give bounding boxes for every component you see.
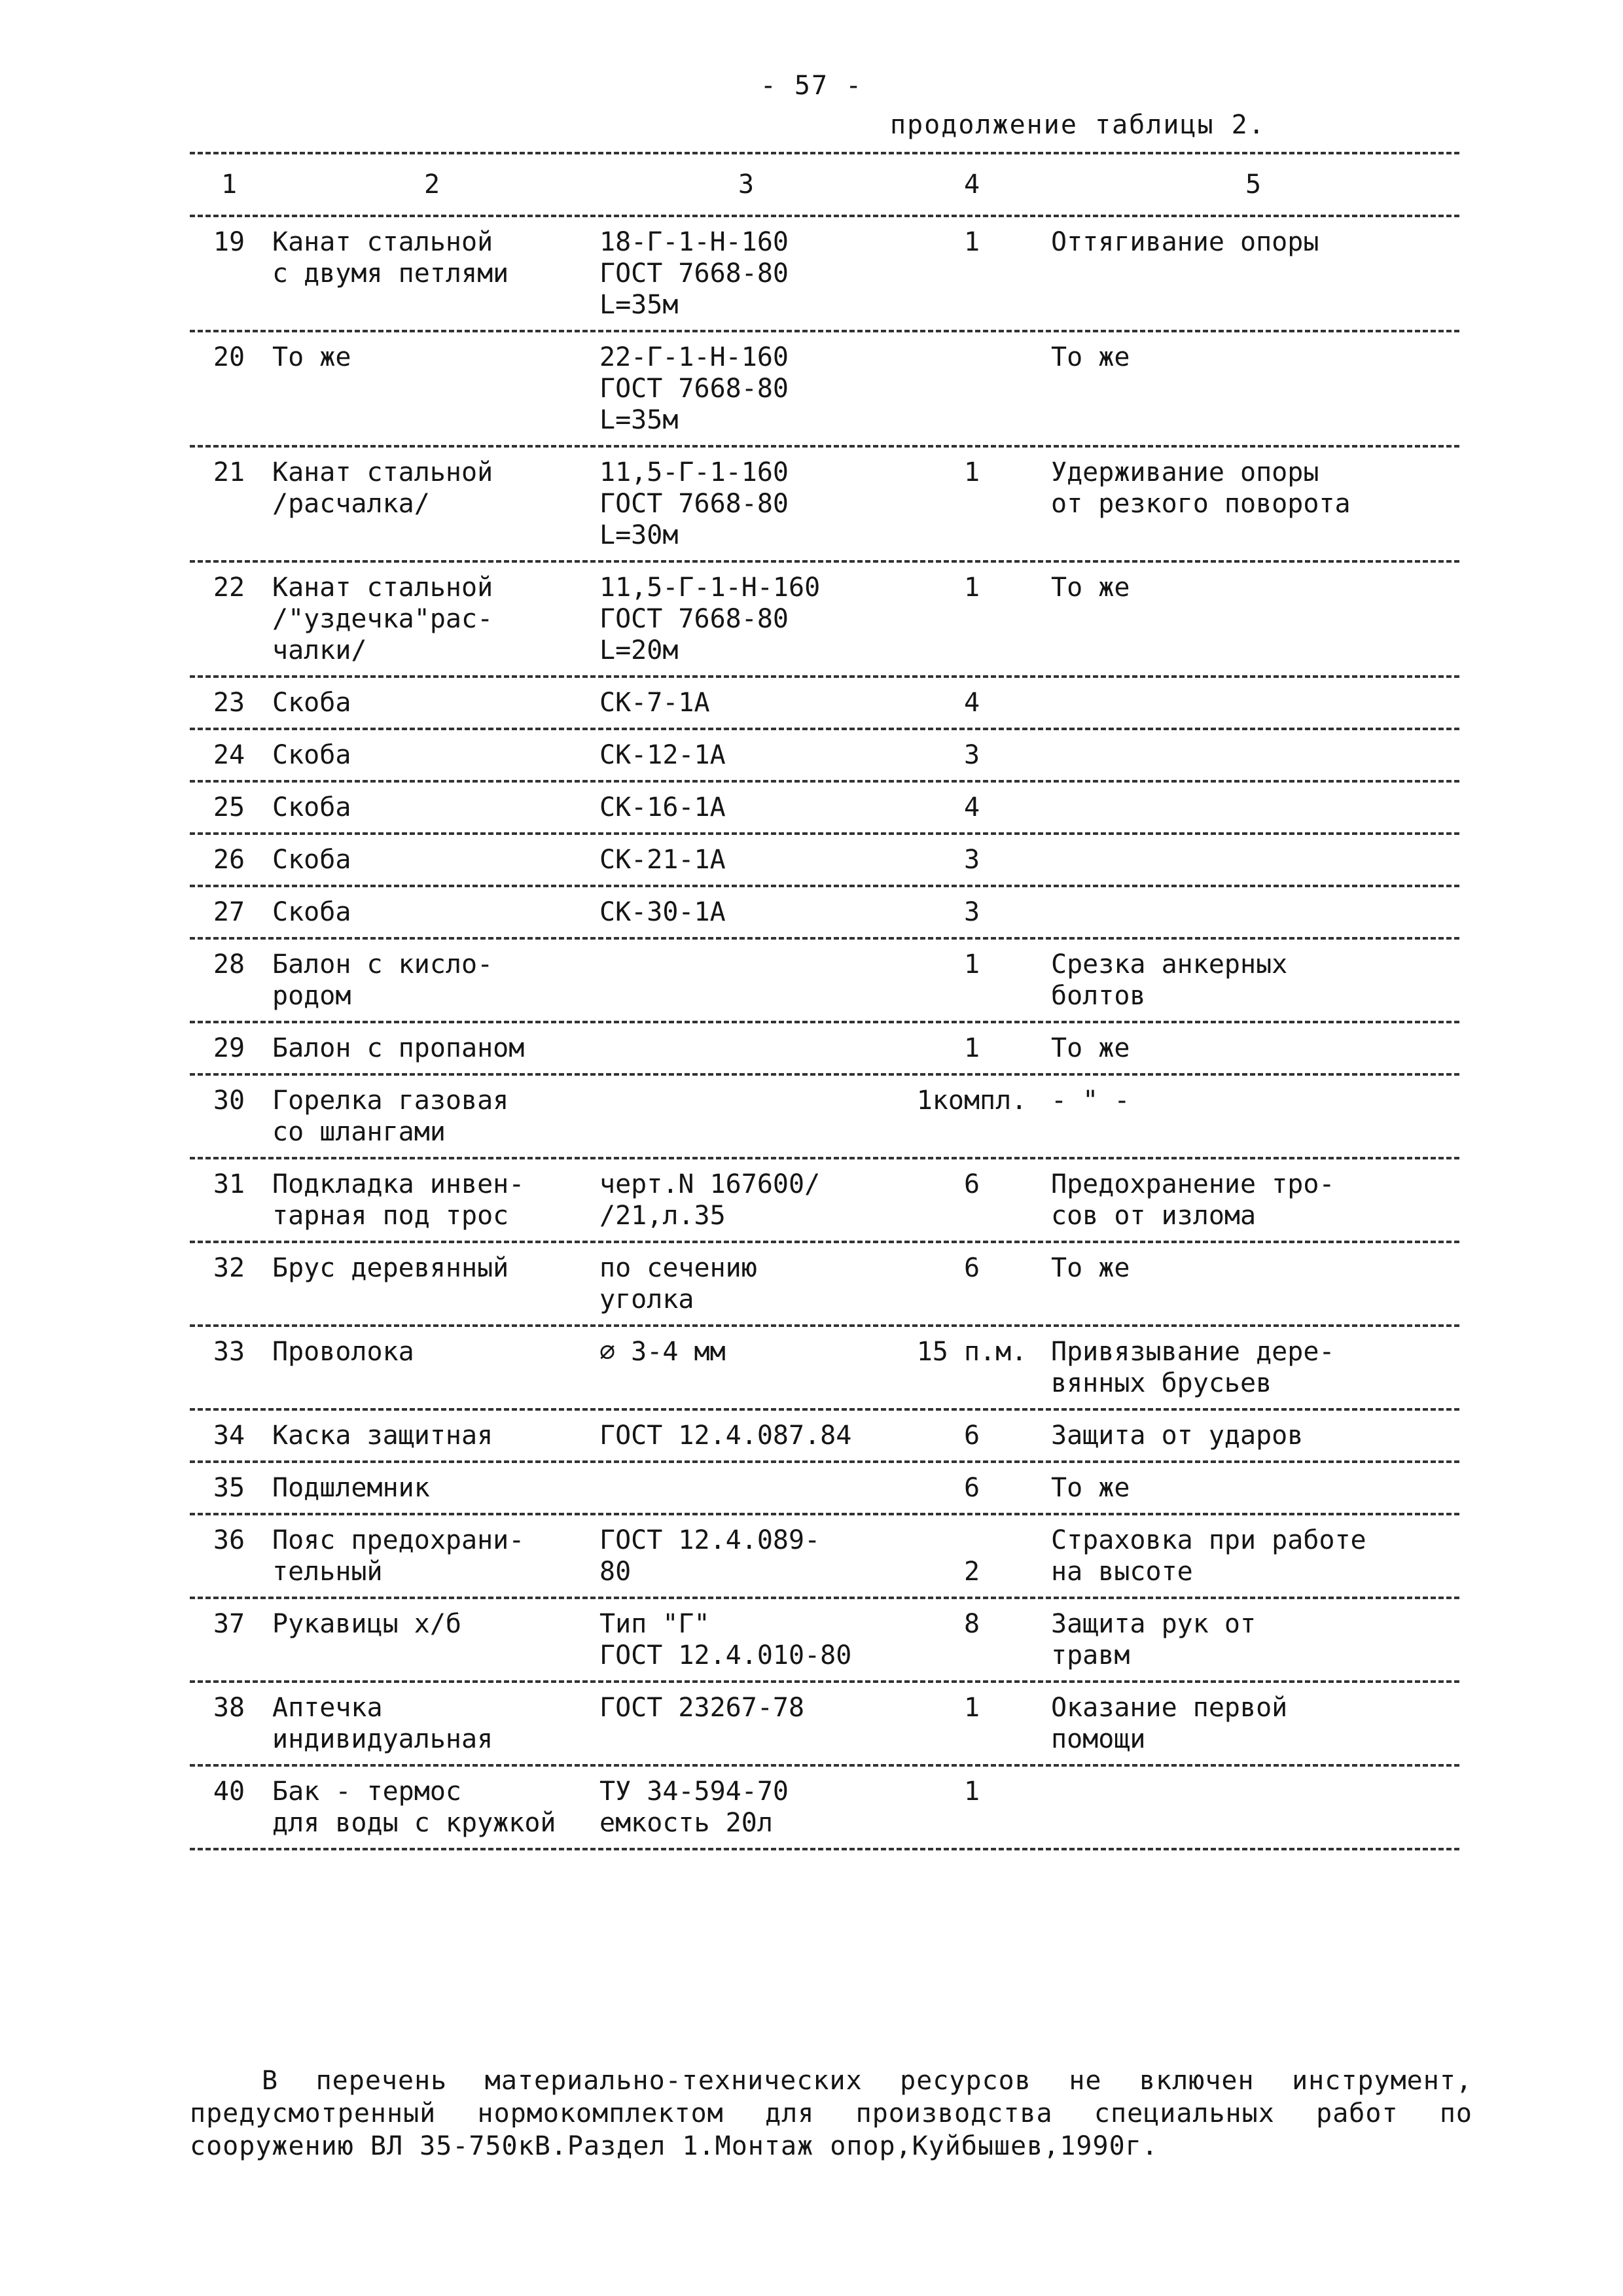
item-quantity: 3 (963, 845, 980, 875)
table-divider (190, 937, 1459, 940)
table-row (190, 1525, 1459, 1587)
table-divider (190, 1408, 1459, 1411)
item-spec: ГОСТ 23267-78 (599, 1693, 805, 1723)
table-row (190, 1169, 1459, 1231)
row-number: 25 (213, 792, 245, 822)
table-divider (190, 215, 1459, 217)
item-purpose: Страховка при работе на высоте (1051, 1525, 1366, 1587)
table-divider (190, 330, 1459, 332)
table-divider (190, 728, 1459, 730)
item-quantity: 1 (963, 457, 980, 487)
table-row (190, 1336, 1459, 1399)
row-number: 30 (213, 1086, 245, 1116)
item-quantity: 2 (963, 1557, 980, 1587)
footnote: В перечень материально-технических ресурсов не включен инструмент, предусмотренный нормокомплектом для производства специальных работ по сооружению ВЛ 35-750кВ.Раздел 1.Монтаж опор,Куйбышев,1990г. (190, 2066, 1472, 2161)
item-quantity: 1 (963, 1776, 980, 1807)
table-row (190, 896, 1459, 928)
item-name: Подшлемник (272, 1473, 430, 1503)
table-divider (190, 885, 1459, 887)
item-quantity: 8 (963, 1609, 980, 1639)
header-col-1: 1 (221, 169, 238, 200)
item-name: Скоба (272, 897, 351, 927)
item-spec: СК-12-1А (599, 740, 726, 770)
item-quantity: 3 (963, 897, 980, 927)
item-purpose: То же (1051, 1033, 1130, 1063)
header-col-3: 3 (738, 169, 755, 200)
item-purpose: Оказание первой помощи (1051, 1693, 1288, 1754)
item-quantity: 1 (963, 227, 980, 257)
table-row (190, 844, 1459, 875)
item-spec: ГОСТ 12.4.087.84 (599, 1421, 852, 1451)
item-spec: СК-30-1А (599, 897, 726, 927)
item-quantity: 1 (963, 1033, 980, 1063)
table-continuation-note: продолжение таблицы 2. (890, 110, 1266, 140)
item-name: Скоба (272, 688, 351, 718)
item-purpose: Удерживание опоры от резкого поворота (1051, 457, 1351, 519)
item-name: Скоба (272, 740, 351, 770)
item-name: Балон с кисло- родом (272, 949, 493, 1011)
item-spec: ТУ 34-594-70 емкость 20л (599, 1776, 789, 1838)
table-divider (190, 152, 1459, 154)
item-quantity: 3 (963, 740, 980, 770)
table-row (190, 1252, 1459, 1315)
row-number: 22 (213, 573, 245, 603)
materials-table (190, 143, 1459, 1860)
item-quantity: 6 (963, 1421, 980, 1451)
table-divider (190, 1157, 1459, 1159)
item-name: Проволока (272, 1337, 414, 1367)
item-name: Подкладка инвен- тарная под трос (272, 1169, 525, 1231)
item-quantity: 1 (963, 573, 980, 603)
item-quantity: 6 (963, 1253, 980, 1283)
table-divider (190, 1513, 1459, 1515)
item-purpose: Предохранение тро- сов от излома (1051, 1169, 1335, 1231)
item-spec: 11,5-Г-1-160 ГОСТ 7668-80 L=30м (599, 457, 789, 550)
row-number: 35 (213, 1473, 245, 1503)
table-row (190, 226, 1459, 321)
item-purpose: Срезка анкерных болтов (1051, 949, 1288, 1011)
item-purpose: То же (1051, 573, 1130, 603)
row-number: 19 (213, 227, 245, 257)
row-number: 27 (213, 897, 245, 927)
table-row (190, 949, 1459, 1012)
row-number: 23 (213, 688, 245, 718)
item-spec: ГОСТ 12.4.089- 80 (599, 1525, 821, 1587)
table-divider (190, 1324, 1459, 1327)
item-name: Скоба (272, 845, 351, 875)
item-quantity: 15 п.м. (916, 1337, 1027, 1367)
item-name: Бак - термос для воды с кружкой (272, 1776, 556, 1838)
row-number: 26 (213, 845, 245, 875)
item-spec: СК-7-1А (599, 688, 710, 718)
item-quantity: 1 (963, 1693, 980, 1723)
item-spec: 22-Г-1-Н-160 ГОСТ 7668-80 L=35м (599, 342, 789, 435)
row-number: 38 (213, 1693, 245, 1723)
table-divider (190, 832, 1459, 835)
item-spec: 18-Г-1-Н-160 ГОСТ 7668-80 L=35м (599, 227, 789, 320)
table-divider (190, 780, 1459, 783)
table-row (190, 1692, 1459, 1755)
item-spec: черт.N 167600/ /21,л.35 (599, 1169, 821, 1231)
table-divider (190, 1764, 1459, 1767)
row-number: 40 (213, 1776, 245, 1807)
item-purpose: Привязывание дере- вянных брусьев (1051, 1337, 1335, 1398)
row-number: 20 (213, 342, 245, 372)
row-number: 36 (213, 1525, 245, 1555)
row-number: 37 (213, 1609, 245, 1639)
row-number: 32 (213, 1253, 245, 1283)
table-divider (190, 675, 1459, 678)
header-col-5: 5 (1245, 169, 1262, 200)
row-number: 34 (213, 1421, 245, 1451)
item-quantity: 1компл. (916, 1086, 1027, 1116)
item-name: Канат стальной /расчалка/ (272, 457, 493, 519)
row-number: 21 (213, 457, 245, 487)
item-name: Канат стальной с двумя петлями (272, 227, 509, 289)
item-purpose: То же (1051, 1253, 1130, 1283)
item-spec: ⌀ 3-4 мм (599, 1337, 726, 1367)
item-name: Каска защитная (272, 1421, 493, 1451)
item-name: Скоба (272, 792, 351, 822)
table-row (190, 1085, 1459, 1148)
item-name: Балон с пропаном (272, 1033, 525, 1063)
item-quantity: 6 (963, 1169, 980, 1199)
item-quantity: 1 (963, 949, 980, 980)
table-divider (190, 1680, 1459, 1683)
row-number: 28 (213, 949, 245, 980)
table-divider (190, 1848, 1459, 1850)
item-purpose: - " - (1051, 1086, 1130, 1116)
table-row (190, 739, 1459, 771)
table-divider (190, 1241, 1459, 1243)
table-row (190, 687, 1459, 718)
table-body (190, 226, 1459, 1850)
item-quantity: 4 (963, 792, 980, 822)
item-spec: по сечению уголка (599, 1253, 757, 1315)
table-row (190, 342, 1459, 436)
table-divider (190, 560, 1459, 563)
row-number: 24 (213, 740, 245, 770)
table-divider (190, 1073, 1459, 1076)
item-name: Рукавицы х/б (272, 1609, 461, 1639)
table-row (190, 457, 1459, 551)
header-col-4: 4 (963, 169, 980, 200)
table-row (190, 572, 1459, 666)
table-divider (190, 1460, 1459, 1463)
table-row (190, 1420, 1459, 1451)
item-name: Аптечка индивидуальная (272, 1693, 493, 1754)
page-number: - 57 - (760, 71, 863, 101)
item-spec: СК-16-1А (599, 792, 726, 822)
item-name: То же (272, 342, 351, 372)
table-row (190, 1776, 1459, 1839)
item-purpose: То же (1051, 1473, 1130, 1503)
item-spec: СК-21-1А (599, 845, 726, 875)
table-divider (190, 1597, 1459, 1599)
row-number: 29 (213, 1033, 245, 1063)
item-purpose: То же (1051, 342, 1130, 372)
item-purpose: Защита рук от травм (1051, 1609, 1257, 1670)
item-quantity: 6 (963, 1473, 980, 1503)
item-name: Пояс предохрани- тельный (272, 1525, 525, 1587)
item-name: Горелка газовая со шлангами (272, 1086, 509, 1147)
item-name: Канат стальной /"уздечка"рас- чалки/ (272, 573, 493, 665)
table-row (190, 1033, 1459, 1064)
item-name: Брус деревянный (272, 1253, 509, 1283)
item-spec: Тип "Г" ГОСТ 12.4.010-80 (599, 1609, 852, 1670)
table-header-row (190, 164, 1459, 205)
item-purpose: Защита от ударов (1051, 1421, 1304, 1451)
table-row (190, 1472, 1459, 1504)
table-divider (190, 1021, 1459, 1023)
row-number: 31 (213, 1169, 245, 1199)
table-divider (190, 445, 1459, 448)
header-col-2: 2 (423, 169, 440, 200)
table-row (190, 1608, 1459, 1671)
item-purpose: Оттягивание опоры (1051, 227, 1319, 257)
row-number: 33 (213, 1337, 245, 1367)
item-quantity: 4 (963, 688, 980, 718)
item-spec: 11,5-Г-1-Н-160 ГОСТ 7668-80 L=20м (599, 573, 821, 665)
table-row (190, 792, 1459, 823)
